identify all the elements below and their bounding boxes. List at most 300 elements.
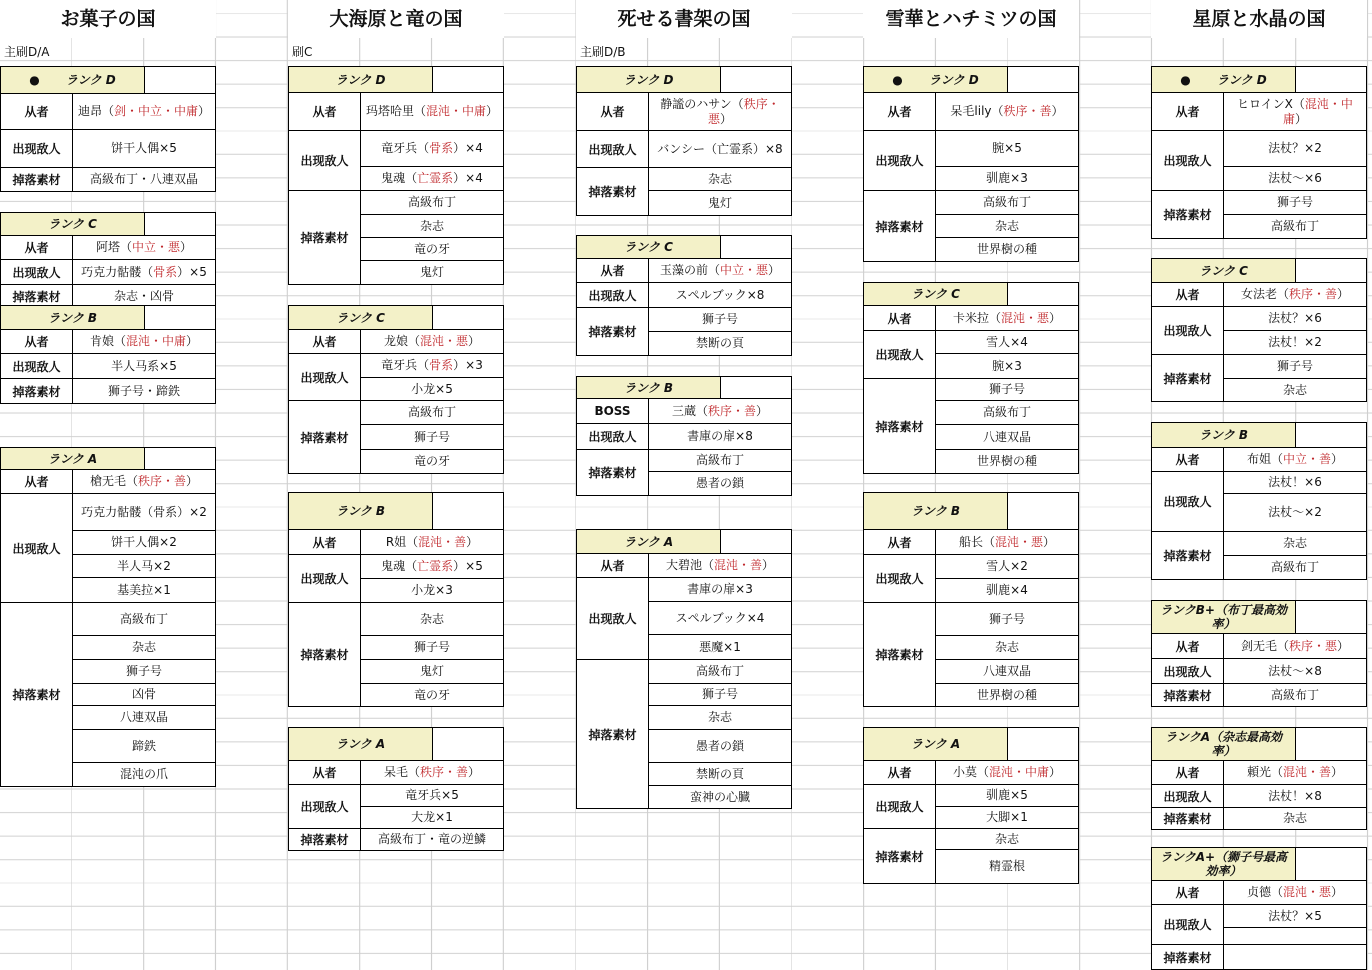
row-label: 出现敌人 [289, 785, 361, 828]
value-text [702, 312, 738, 327]
row-label: 出现敌人 [1, 260, 73, 284]
country-title: お菓子の国 [0, 0, 216, 38]
value-text [90, 172, 198, 187]
enemies-row [1152, 307, 1366, 355]
rank-header [289, 493, 503, 530]
enemies-row [1152, 659, 1366, 684]
rank-table [576, 529, 792, 809]
rank-header [577, 530, 791, 554]
row-values [936, 530, 1078, 554]
enemies-row [1152, 905, 1366, 945]
value-cell [1224, 634, 1366, 658]
row-label: 出现敌人 [289, 131, 361, 190]
row-values [361, 191, 503, 284]
value-text [986, 583, 1028, 598]
value-text [1268, 664, 1322, 679]
row-label: 掉落素材 [289, 401, 361, 473]
row-values [73, 354, 215, 378]
alignment-text: 中立・善 [1282, 452, 1331, 466]
value-text [111, 359, 177, 374]
value-text [676, 611, 765, 626]
value-suffix: ） [720, 111, 733, 126]
rank-label-cell [864, 67, 1008, 92]
value-cell [1224, 659, 1366, 683]
value-suffix: ） [1331, 452, 1344, 466]
value-main: 蛮神の心臓 [689, 789, 750, 804]
row-values [361, 530, 503, 554]
row-label: 出现敌人 [1152, 905, 1224, 944]
alignment-text: 混沌・中庸 [425, 104, 486, 118]
value-text [408, 195, 456, 210]
value-main: 迪昂（ [77, 104, 114, 118]
value-main: 基美拉×1 [117, 582, 171, 597]
value-main: 頼光（ [1246, 765, 1283, 779]
value-suffix: ） [1295, 111, 1308, 126]
row-values [1224, 191, 1366, 238]
enemies-row [577, 424, 791, 450]
value-cell [936, 401, 1078, 425]
farm-note: 主刷D/B [580, 45, 626, 59]
rank-table [288, 727, 504, 851]
value-main: 巧克力骷髅（ [81, 264, 154, 279]
rank-table [1151, 258, 1367, 402]
rank-label: ランク B [910, 504, 961, 518]
row-label: 从者 [1152, 93, 1224, 130]
value-cell [73, 730, 215, 763]
row-values [73, 260, 215, 284]
value-text [986, 788, 1028, 803]
empty-cell [721, 67, 791, 92]
value-suffix: ） [198, 104, 211, 118]
row-label: 出现敌人 [1152, 307, 1224, 354]
rank-label: ランク B [623, 380, 674, 395]
rank-table [1151, 600, 1367, 707]
value-main: 腕×5 [992, 141, 1022, 155]
row-label: 从者 [289, 530, 361, 554]
value-text [1283, 811, 1307, 826]
value-cell [649, 578, 791, 602]
value-cell [73, 684, 215, 706]
value-text [1268, 171, 1322, 186]
row-values [649, 93, 791, 130]
empty-cell [721, 377, 791, 398]
bullet-icon: ● [892, 72, 903, 87]
alignment-text: 混沌・中庸 [988, 765, 1049, 779]
rank-label-cell [1152, 259, 1296, 282]
value-cell [936, 191, 1078, 215]
rank-header [1152, 67, 1366, 93]
value-text [690, 790, 750, 805]
value-cell [73, 470, 215, 493]
value-main: 八連双晶 [982, 664, 1031, 678]
value-main: 鬼灯 [707, 195, 732, 210]
value-cell [936, 684, 1078, 706]
value-text [381, 141, 483, 156]
row-values [73, 330, 215, 353]
value-text [420, 664, 444, 679]
row-values [936, 191, 1078, 261]
value-text [977, 688, 1037, 703]
row-label: 出现敌人 [1152, 785, 1224, 807]
value-main: 世界樹の種 [976, 687, 1037, 702]
value-text [986, 559, 1028, 574]
value-text [414, 454, 450, 469]
row-values [361, 555, 503, 602]
value-text [983, 664, 1031, 679]
row-label: 从者 [864, 306, 936, 330]
row-label: 出现敌人 [577, 131, 649, 167]
drops-row [864, 379, 1078, 473]
empty-cell [433, 67, 503, 92]
value-text [81, 505, 207, 520]
value-text [366, 104, 498, 119]
servant-row [1, 94, 215, 130]
row-values [649, 399, 791, 423]
row-values [73, 379, 215, 403]
alignment-text: 混沌・悪 [419, 334, 468, 348]
value-main: 高級布丁 [407, 405, 456, 419]
rank-label: ランク D [65, 73, 116, 87]
row-values [649, 168, 791, 215]
value-suffix: ）×5 [177, 264, 207, 279]
value-main: 竜牙兵（ [381, 358, 430, 372]
value-main: 法杖？×6 [1268, 311, 1322, 325]
alignment-text: 秩序・悪 [1288, 638, 1337, 653]
value-text [386, 535, 478, 550]
value-suffix: ）×3 [453, 358, 483, 372]
rank-label: ランク C [336, 310, 385, 325]
row-values [936, 555, 1078, 602]
value-cell [1224, 928, 1366, 944]
rank-table [0, 66, 216, 192]
value-text [666, 558, 774, 573]
value-text [414, 242, 450, 257]
empty-cell [721, 236, 791, 258]
row-values [73, 494, 215, 602]
row-values [73, 470, 215, 493]
row-values [361, 131, 503, 190]
value-text [132, 739, 156, 754]
value-main: 凶骨 [131, 687, 156, 701]
alignment-text: 剑・中立・中庸 [113, 104, 198, 118]
value-cell [649, 730, 791, 763]
value-suffix: ） [768, 263, 781, 277]
farm-note: 主刷D/A [4, 45, 50, 59]
empty-cell [145, 448, 215, 469]
servant-row [1152, 448, 1366, 472]
value-text [983, 195, 1031, 210]
row-values [1224, 283, 1366, 306]
value-cell [936, 167, 1078, 190]
alignment-text: 混沌・善 [1282, 765, 1331, 779]
row-label: 出现敌人 [289, 354, 361, 400]
row-label: 从者 [864, 93, 936, 130]
servant-row [864, 761, 1078, 785]
row-label: 从者 [1152, 448, 1224, 471]
value-cell [1224, 761, 1366, 784]
alignment-text: 秩序・善 [1288, 287, 1337, 301]
row-values [73, 603, 215, 786]
value-cell [73, 130, 215, 167]
row-values [649, 660, 791, 808]
value-main: 三蔵（ [671, 403, 708, 418]
row-label: 掉落素材 [1152, 684, 1224, 706]
row-label: 掉落素材 [1152, 532, 1224, 579]
value-cell [649, 602, 791, 635]
value-text [676, 288, 765, 303]
value-cell [1224, 785, 1366, 807]
servant-row [289, 761, 503, 785]
row-values [936, 603, 1078, 706]
servant-row [577, 93, 791, 131]
row-values [1224, 307, 1366, 354]
value-text [1247, 452, 1343, 467]
value-text [96, 240, 192, 255]
value-cell [649, 131, 791, 167]
value-text [672, 404, 768, 419]
row-values [649, 259, 791, 282]
rank-label: ランク C [624, 240, 673, 254]
empty-cell [145, 213, 215, 235]
enemies-row [864, 331, 1078, 379]
row-values [361, 401, 503, 473]
value-main: R姐（ [385, 534, 419, 549]
value-cell [649, 635, 791, 659]
value-main: 贞德（ [1246, 885, 1283, 899]
row-label: 掉落素材 [577, 168, 649, 215]
value-main: 阿塔（ [95, 240, 132, 254]
servant-row [289, 93, 503, 131]
value-main: 饼干人偶×2 [111, 535, 177, 549]
enemies-row [1152, 472, 1366, 532]
value-cell [936, 785, 1078, 807]
value-main: 悪魔×1 [699, 639, 741, 654]
drops-row [1152, 532, 1366, 579]
value-cell [73, 531, 215, 555]
value-main: 狮子号 [413, 640, 450, 654]
rank-label-cell [1, 213, 145, 235]
row-label: 从者 [1, 236, 73, 259]
value-text [411, 382, 453, 397]
row-label: 掉落素材 [1, 379, 73, 403]
servant-row [864, 306, 1078, 331]
value-text [992, 141, 1022, 156]
value-cell [936, 807, 1078, 828]
value-main: 大碧池（ [665, 558, 714, 572]
row-label: 从者 [1, 330, 73, 353]
value-cell [361, 785, 503, 807]
alignment-text: 混沌・悪 [1000, 310, 1049, 325]
empty-cell [721, 530, 791, 553]
value-suffix: ） [1049, 765, 1062, 779]
value-main: 驯鹿×4 [986, 583, 1028, 597]
rank-header [289, 728, 503, 761]
rank-label: ランク A [335, 737, 386, 751]
value-main: 竜の牙 [413, 241, 450, 256]
rank-header [1, 67, 215, 94]
value-suffix: ） [468, 765, 481, 779]
value-text [1268, 909, 1322, 924]
value-cell [1224, 93, 1366, 130]
servant-row [1, 470, 215, 494]
enemies-row [1152, 131, 1366, 191]
value-main: 杂志 [994, 640, 1019, 654]
servant-row [1152, 881, 1366, 905]
value-text [414, 430, 450, 445]
value-text [687, 582, 753, 597]
value-main: バンシー（亡霊系）×8 [657, 141, 783, 156]
value-text [120, 767, 168, 782]
value-cell [1224, 448, 1366, 471]
value-suffix: ）×5 [453, 559, 483, 573]
value-main: 玉藻の前（ [659, 263, 720, 277]
empty-cell [1296, 848, 1366, 880]
value-text [708, 196, 732, 211]
drops-row [1152, 945, 1366, 969]
value-cell [649, 259, 791, 282]
value-cell [361, 401, 503, 425]
value-main: 狮子号 [988, 382, 1025, 396]
row-values [361, 354, 503, 400]
value-cell [649, 684, 791, 706]
value-suffix: ） [1049, 310, 1062, 325]
drops-row [289, 401, 503, 473]
empty-cell [1296, 67, 1366, 92]
rank-label-cell [864, 493, 1008, 529]
value-cell [649, 472, 791, 495]
rank-label: ランクA（杂志最高効率） [1164, 730, 1283, 758]
rank-label: ランク D [623, 72, 674, 87]
empty-cell [433, 306, 503, 329]
value-cell [1224, 331, 1366, 354]
value-main: 法杖～×8 [1268, 663, 1322, 678]
enemies-row [577, 131, 791, 168]
value-main: ヒロインX（ [1237, 96, 1305, 111]
alignment-text: 混沌・中庸 [125, 334, 186, 348]
row-label: 出现敌人 [1152, 659, 1224, 683]
value-text [381, 171, 483, 186]
value-text [992, 359, 1022, 374]
row-values [649, 283, 791, 307]
value-text [1241, 287, 1349, 302]
value-main: 驯鹿×5 [986, 788, 1028, 802]
row-values [936, 829, 1078, 883]
row-values [1224, 659, 1366, 683]
value-cell [936, 93, 1078, 130]
alignment-text: 秩序・善 [707, 403, 756, 418]
rank-header [1152, 601, 1366, 634]
value-cell [361, 660, 503, 684]
servant-row [1, 330, 215, 354]
value-text [1271, 219, 1319, 234]
value-main: 布姐（ [1246, 452, 1283, 466]
value-main: 蹄鉄 [131, 738, 156, 753]
value-cell [73, 763, 215, 786]
value-main: スペルブック×4 [675, 610, 765, 625]
value-main: 雪人×4 [986, 334, 1028, 349]
value-main: 法杖！×8 [1268, 788, 1322, 803]
enemies-row [864, 131, 1078, 191]
empty-cell [1008, 728, 1078, 760]
rank-header [864, 283, 1078, 306]
servant-row [1152, 761, 1366, 785]
value-cell [936, 829, 1078, 850]
value-cell [1224, 556, 1366, 579]
rank-label-cell [577, 236, 721, 258]
value-main: 狮子号 [125, 664, 162, 678]
value-text [120, 710, 168, 725]
value-text [959, 535, 1055, 550]
value-text [708, 172, 732, 187]
rank-header [1152, 848, 1366, 881]
value-cell [361, 807, 503, 828]
rank-label-cell [1152, 848, 1296, 880]
alignment-text: 混沌・善 [418, 534, 467, 549]
value-text [114, 289, 174, 304]
value-cell [936, 660, 1078, 684]
value-main: 禁断の頁 [695, 336, 744, 350]
value-main: 女法老（ [1240, 287, 1289, 301]
value-cell [936, 555, 1078, 579]
row-label: 掉落素材 [1152, 355, 1224, 401]
row-label: 出现敌人 [864, 131, 936, 190]
row-label: 从者 [864, 761, 936, 784]
row-label: 从者 [1, 470, 73, 493]
rank-header [577, 377, 791, 399]
rank-table [863, 492, 1079, 707]
value-cell [649, 786, 791, 808]
enemies-row [1152, 785, 1366, 808]
value-main: 雪人×2 [986, 559, 1028, 573]
value-main: 高級布丁 [695, 664, 744, 678]
bullet-icon: ● [29, 73, 40, 87]
empty-cell [1296, 259, 1366, 282]
row-values [1224, 131, 1366, 190]
value-text [986, 171, 1028, 186]
row-label: 掉落素材 [864, 191, 936, 261]
value-cell [73, 660, 215, 684]
row-values [936, 93, 1078, 130]
value-main: 法杖？×5 [1268, 908, 1322, 923]
value-cell [361, 684, 503, 706]
row-label: 掉落素材 [289, 603, 361, 706]
rank-label-cell [1, 306, 145, 329]
value-text [1247, 765, 1343, 780]
value-cell [361, 603, 503, 636]
value-cell [936, 354, 1078, 378]
row-values [1224, 905, 1366, 944]
alignment-text: 亡霊系 [417, 559, 454, 573]
value-text [1268, 789, 1322, 804]
value-suffix: ） [762, 558, 775, 572]
value-main: 杂志 [1282, 811, 1307, 825]
value-main: 小龙×5 [411, 381, 453, 396]
row-values [649, 450, 791, 495]
value-text [1228, 97, 1362, 127]
rank-label-cell [577, 530, 721, 553]
value-main: 竜牙兵（ [381, 141, 430, 155]
rank-label-cell [1, 67, 145, 93]
value-text [696, 336, 744, 351]
row-label: 从者 [577, 554, 649, 577]
value-main: 狮子号 [1276, 195, 1313, 209]
value-main: 杂志 [419, 218, 444, 233]
value-suffix: ） [756, 403, 769, 418]
row-label: 出现敌人 [1, 130, 73, 167]
value-cell [936, 530, 1078, 554]
row-label: 出现敌人 [289, 555, 361, 602]
enemies-row [1, 260, 215, 285]
